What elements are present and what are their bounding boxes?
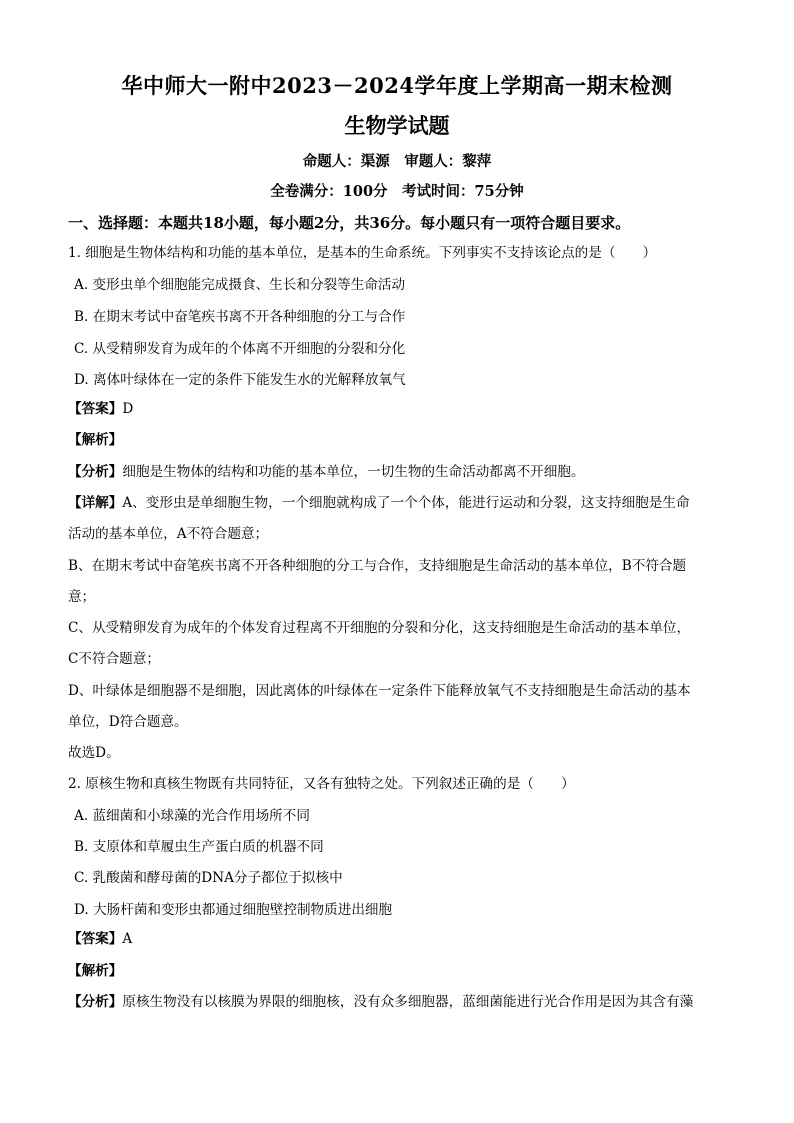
q1-option-b: B. 在期末考试中奋笔疾书离不开各种细胞的分工与合作: [74, 309, 406, 325]
q1-explain-b: B、在期末考试中奋笔疾书离不开各种细胞的分工与合作，支持细胞是生命活动的基本单位，B不符合题: [68, 558, 687, 574]
q1-explain-d: D、叶绿体是细胞器不是细胞，因此离体的叶绿体在一定条件下能释放氧气不支持细胞是生命活动的基本: [68, 683, 691, 699]
q1-xiangjie: [68, 493, 728, 513]
q1-stem: 1. 细胞是生物体结构和功能的基本单位，是基本的生命系统。下列事实不支持该论点的是（ ）: [68, 245, 657, 261]
q1-explain-c: C、从受精卵发育为成年的个体发育过程离不开细胞的分裂和分化，这支持细胞是生命活动的基本单位，: [68, 620, 691, 636]
xiangjie-tag: 【详解】: [68, 495, 123, 511]
answer-value: A: [122, 931, 133, 947]
exam-title: 华中师大一附中2023－2024学年度上学期高一期末检测: [121, 73, 673, 98]
fenxi-tag: 【分析】: [68, 994, 123, 1010]
q2-option-a: A. 蓝细菌和小球藻的光合作用场所不同: [74, 808, 310, 824]
q1-explain-d-cont: 单位，D符合题意。: [68, 714, 188, 730]
q2-option-b: B. 支原体和草履虫生产蛋白质的机器不同: [74, 839, 324, 855]
q1-explain-b-cont: 意；: [68, 589, 96, 605]
answer-tag: 【答案】: [68, 401, 123, 417]
q2-fenxi: [68, 992, 728, 1012]
q1-analysis: [68, 430, 728, 450]
exam-authors: 命题人：渠源 审题人：黎萍: [302, 153, 492, 170]
q1-answer: [68, 399, 728, 419]
fenxi-text: 原核生物没有以核膜为界限的细胞核，没有众多细胞器，蓝细菌能进行光合作用是因为其含有藻: [122, 994, 694, 1010]
fenxi-text: 细胞是生物体的结构和功能的基本单位，一切生物的生命活动都离不开细胞。: [122, 464, 585, 480]
analysis-tag: 【解析】: [68, 432, 123, 448]
q1-conclusion: 故选D。: [68, 745, 120, 761]
answer-tag: 【答案】: [68, 931, 123, 947]
q1-option-c: C. 从受精卵发育为成年的个体离不开细胞的分裂和分化: [74, 341, 406, 357]
section-heading: 一、选择题：本题共18小题，每小题2分，共36分。每小题只有一项符合题目要求。: [68, 214, 631, 232]
q1-fenxi: [68, 462, 728, 482]
q2-answer: [68, 929, 728, 949]
answer-value: D: [122, 401, 134, 417]
analysis-tag: 【解析】: [68, 963, 123, 979]
q2-stem: 2. 原核生物和真核生物既有共同特征，又各有独特之处。下列叙述正确的是（ ）: [68, 776, 575, 792]
q2-option-c: C. 乳酸菌和酵母菌的DNA分子都位于拟核中: [74, 870, 343, 886]
fenxi-tag: 【分析】: [68, 464, 123, 480]
xiangjie-text: A、变形虫是单细胞生物，一个细胞就构成了一个个体，能进行运动和分裂，这支持细胞是生命: [122, 495, 690, 511]
q1-xiangjie-cont: 活动的基本单位，A不符合题意；: [68, 526, 269, 542]
exam-meta: 全卷满分：100分 考试时间：75分钟: [270, 183, 524, 200]
q1-option-a: A. 变形虫单个细胞能完成摄食、生长和分裂等生命活动: [74, 277, 406, 293]
q1-explain-c-cont: C不符合题意；: [68, 651, 160, 667]
q2-analysis: [68, 961, 728, 981]
q2-option-d: D. 大肠杆菌和变形虫都通过细胞壁控制物质进出细胞: [74, 902, 393, 918]
exam-subtitle: 生物学试题: [344, 113, 450, 138]
q1-option-d: D. 离体叶绿体在一定的条件下能发生水的光解释放氧气: [74, 372, 406, 388]
